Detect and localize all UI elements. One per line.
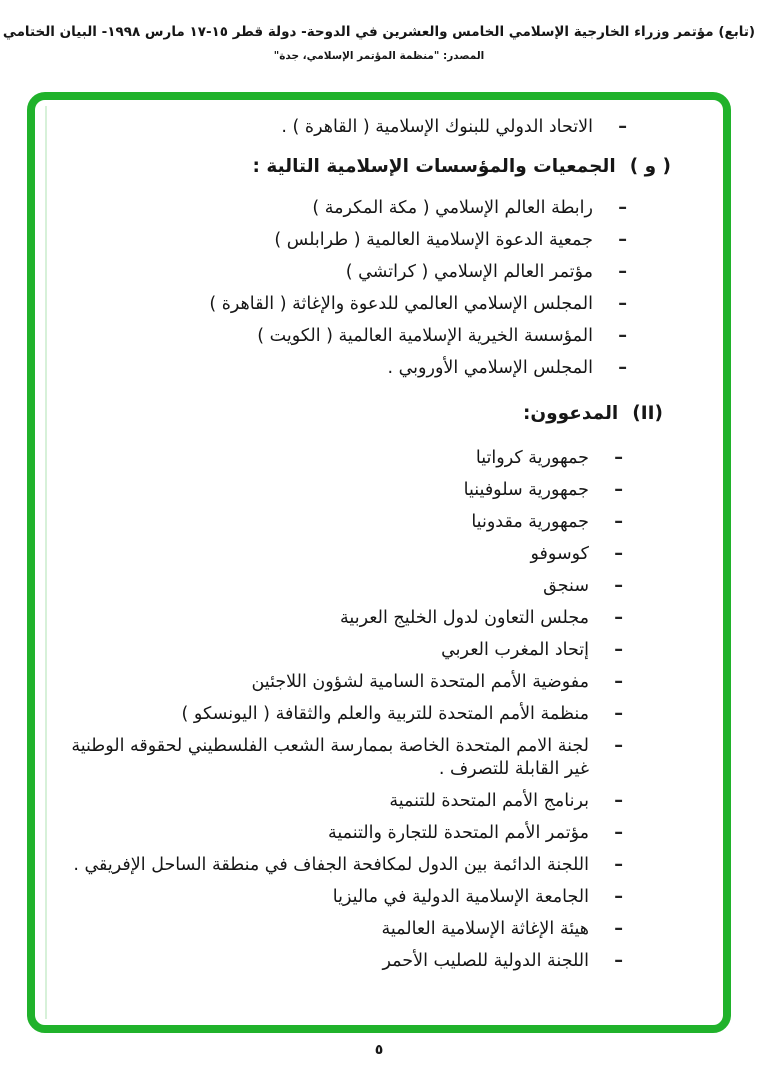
list-item — [61, 735, 723, 781]
item-text: إتحاد المغرب العربي — [441, 640, 589, 660]
dash-bullet: – — [618, 117, 627, 137]
document-title: (تابع) مؤتمر وزراء الخارجية الإسلامي الخامس والعشرين في الدوحة- دولة قطر ١٥-١٧ مارس ١٩٩٨- البيان الختامي — [2, 24, 756, 40]
list-item — [61, 822, 723, 845]
list-item — [61, 671, 723, 694]
list-item — [61, 790, 723, 813]
item-text: الاتحاد الدولي للبنوك الإسلامية ( القاهرة ) . — [281, 117, 593, 137]
islamic-organizations-list — [61, 197, 723, 380]
content-area — [35, 100, 723, 1025]
dash-bullet: – — [614, 855, 623, 875]
dash-bullet: – — [614, 887, 623, 907]
item-text: هيئة الإغاثة الإسلامية العالمية — [381, 919, 589, 939]
item-text: برنامج الأمم المتحدة للتنمية — [389, 791, 589, 811]
list-item-carryover — [61, 116, 723, 139]
page-header — [0, 0, 758, 62]
section-heading-text: المدعوون: — [522, 403, 619, 424]
item-text: مؤتمر العالم الإسلامي ( كراتشي ) — [345, 262, 593, 282]
item-text: رابطة العالم الإسلامي ( مكة المكرمة ) — [312, 198, 593, 218]
item-text: المؤسسة الخيرية الإسلامية العالمية ( الكويت ) — [257, 326, 593, 346]
dash-bullet: – — [614, 576, 623, 596]
dash-bullet: – — [614, 544, 623, 564]
list-item — [61, 607, 723, 630]
item-text: جمهورية سلوفينيا — [463, 480, 589, 500]
dash-bullet: – — [614, 951, 623, 971]
dash-bullet: – — [614, 608, 623, 628]
item-text: لجنة الامم المتحدة الخاصة بممارسة الشعب الفلسطيني لحقوقه الوطنية غير القابلة للتصرف . — [71, 736, 589, 779]
list-item — [61, 479, 723, 502]
dash-bullet: – — [614, 704, 623, 724]
item-text: جمهورية كرواتيا — [475, 448, 589, 468]
dash-bullet: – — [614, 823, 623, 843]
list-item — [61, 447, 723, 470]
invitees-list — [61, 447, 723, 973]
dash-bullet: – — [618, 198, 627, 218]
dash-bullet: – — [618, 230, 627, 250]
item-text: اللجنة الدولية للصليب الأحمر — [382, 951, 589, 971]
content-border-box — [27, 92, 731, 1033]
item-text: المجلس الإسلامي العالمي للدعوة والإغاثة ( القاهرة ) — [209, 294, 593, 314]
item-text: كوسوفو — [530, 544, 589, 564]
dash-bullet: – — [618, 262, 627, 282]
item-text: جمهورية مقدونيا — [471, 512, 589, 532]
document-source: المصدر: "منظمة المؤتمر الإسلامي، جدة" — [273, 50, 485, 62]
list-item — [61, 293, 723, 316]
list-item — [61, 543, 723, 566]
section-heading-waw — [61, 154, 723, 180]
item-text: الجامعة الإسلامية الدولية في ماليزيا — [332, 887, 589, 907]
section-marker: ( و ) — [629, 156, 671, 177]
list-item — [61, 229, 723, 252]
dash-bullet: – — [614, 512, 623, 532]
item-text: جمعية الدعوة الإسلامية العالمية ( طرابلس ) — [274, 230, 593, 250]
list-item — [61, 261, 723, 284]
dash-bullet: – — [614, 480, 623, 500]
list-item — [61, 511, 723, 534]
list-item — [61, 357, 723, 380]
list-item — [61, 950, 723, 973]
dash-bullet: – — [614, 672, 623, 692]
dash-bullet: – — [618, 326, 627, 346]
list-item — [61, 886, 723, 909]
dash-bullet: – — [618, 294, 627, 314]
dash-bullet: – — [614, 791, 623, 811]
item-text: مفوضية الأمم المتحدة السامية لشؤون اللاجئين — [251, 672, 589, 692]
section-heading-invitees — [61, 401, 723, 427]
dash-bullet: – — [618, 358, 627, 378]
list-item — [61, 197, 723, 220]
item-text: منظمة الأمم المتحدة للتربية والعلم والثقافة ( اليونسكو ) — [181, 704, 589, 724]
section-heading-text: الجمعيات والمؤسسات الإسلامية التالية : — [252, 156, 616, 177]
dash-bullet: – — [614, 736, 623, 756]
item-text: مؤتمر الأمم المتحدة للتجارة والتنمية — [327, 823, 589, 843]
dash-bullet: – — [614, 919, 623, 939]
dash-bullet: – — [614, 448, 623, 468]
list-item — [61, 575, 723, 598]
list-item — [61, 918, 723, 941]
list-item — [61, 639, 723, 662]
item-text: سنجق — [543, 576, 589, 596]
list-item — [61, 854, 723, 877]
list-item — [61, 325, 723, 348]
dash-bullet: – — [614, 640, 623, 660]
item-text: المجلس الإسلامي الأوروبي . — [387, 358, 593, 378]
item-text: اللجنة الدائمة بين الدول لمكافحة الجفاف في منطقة الساحل الإفريقي . — [73, 855, 589, 875]
page-number: ٥ — [374, 1042, 384, 1058]
section-marker: (II) — [632, 403, 663, 424]
item-text: مجلس التعاون لدول الخليج العربية — [340, 608, 589, 628]
list-item — [61, 703, 723, 726]
